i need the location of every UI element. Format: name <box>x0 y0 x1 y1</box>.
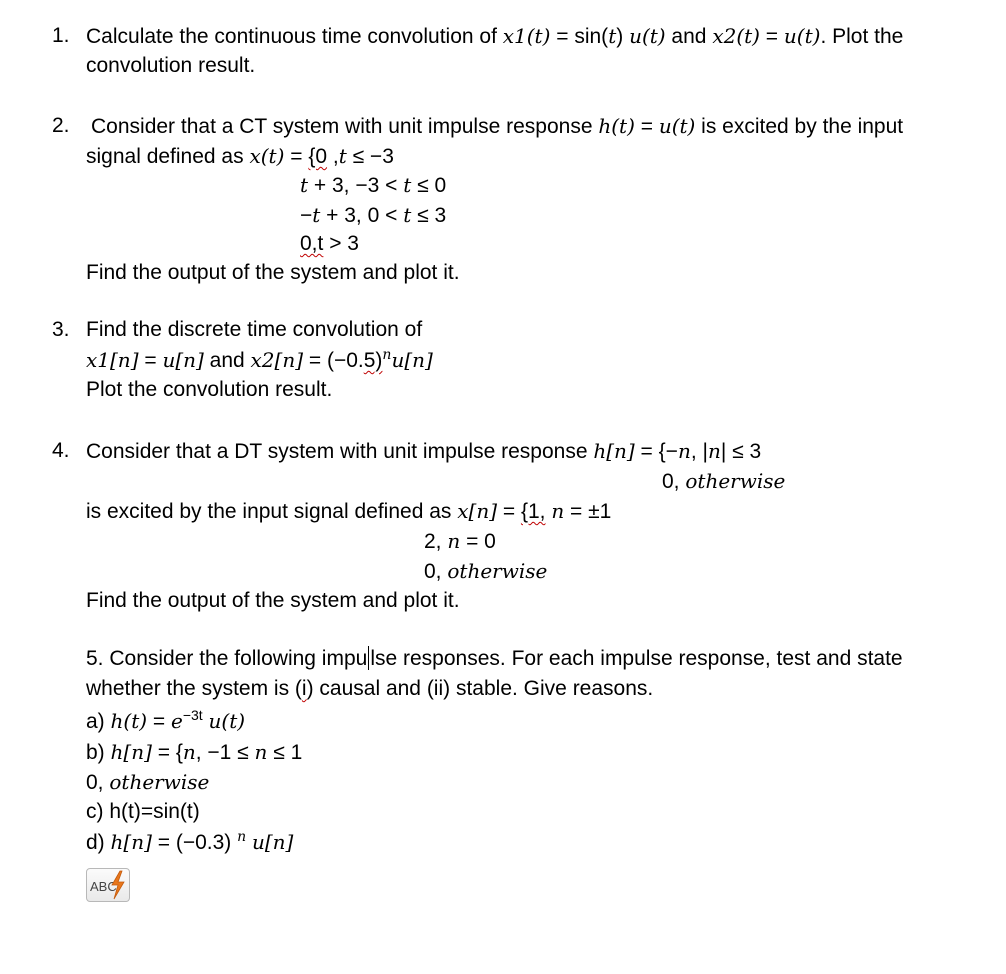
q5-b2: 0, otherwise <box>86 770 210 794</box>
q2-line1: Consider that a CT system with unit impulse response h(t) = u(t) is excited by the input <box>91 114 904 138</box>
spellcheck-button[interactable] <box>86 868 130 902</box>
q3-line2: x1[n] = u[n] and $x2[n] = (-0.5)^nu[n]$ <box>86 347 433 372</box>
q2-case2: t + 3, −3 < t ≤ 0 <box>300 173 447 197</box>
q2-line2: signal defined as x(t) = {0 ,t ≤ −3 <box>86 144 394 168</box>
q5-line2: whether the system is (i) causal and (ii) stable. Give reasons. <box>86 677 654 700</box>
q2-number: 2. <box>52 114 70 137</box>
q2-case3: −t + 3, 0 < t ≤ 3 <box>300 203 447 227</box>
q5-a: a) $h(t) = e^{-3t}$ u(t) <box>86 707 246 733</box>
q3-line1: Find the discrete time convolution of <box>86 318 423 341</box>
q3-number: 3. <box>52 318 70 341</box>
spellcheck-label: ABC <box>90 879 117 894</box>
q1-line1: Calculate the continuous time convolution of x1(t) = sin(t) u(t) and x2(t) = u(t). Plot the <box>86 24 904 48</box>
q4-case2: 2, n = 0 <box>424 529 496 553</box>
q5-b: b) h[n] = {n, −1 ≤ n ≤ 1 <box>86 740 303 764</box>
q4-case3: 0, otherwise <box>424 559 548 583</box>
q5-line1: 5. Consider the following impu lse responses. For each impulse response, test and state <box>86 647 903 670</box>
q4-line1: Consider that a DT system with unit impulse response h[n] = {−n, |n| ≤ 3 <box>86 439 762 463</box>
q2-find: Find the output of the system and plot it. <box>86 261 460 284</box>
q5-d: d) h[n] = (−0.3) $^n$ u[n] <box>86 829 294 854</box>
q4-number: 4. <box>52 439 70 462</box>
q4-find: Find the output of the system and plot it. <box>86 589 460 612</box>
lightning-bolt-icon <box>109 870 127 900</box>
q1-line2: convolution result. <box>86 54 256 77</box>
q2-case4: 0,t > 3 <box>300 232 359 255</box>
q1-number: 1. <box>52 24 70 47</box>
q5-c: c) h(t)=sin(t) <box>86 800 200 823</box>
q4-line1b: 0, otherwise <box>662 469 786 493</box>
q4-line2: is excited by the input signal defined as x[n] = {1, n = ±1 <box>86 499 612 523</box>
q3-line3: Plot the convolution result. <box>86 378 333 401</box>
